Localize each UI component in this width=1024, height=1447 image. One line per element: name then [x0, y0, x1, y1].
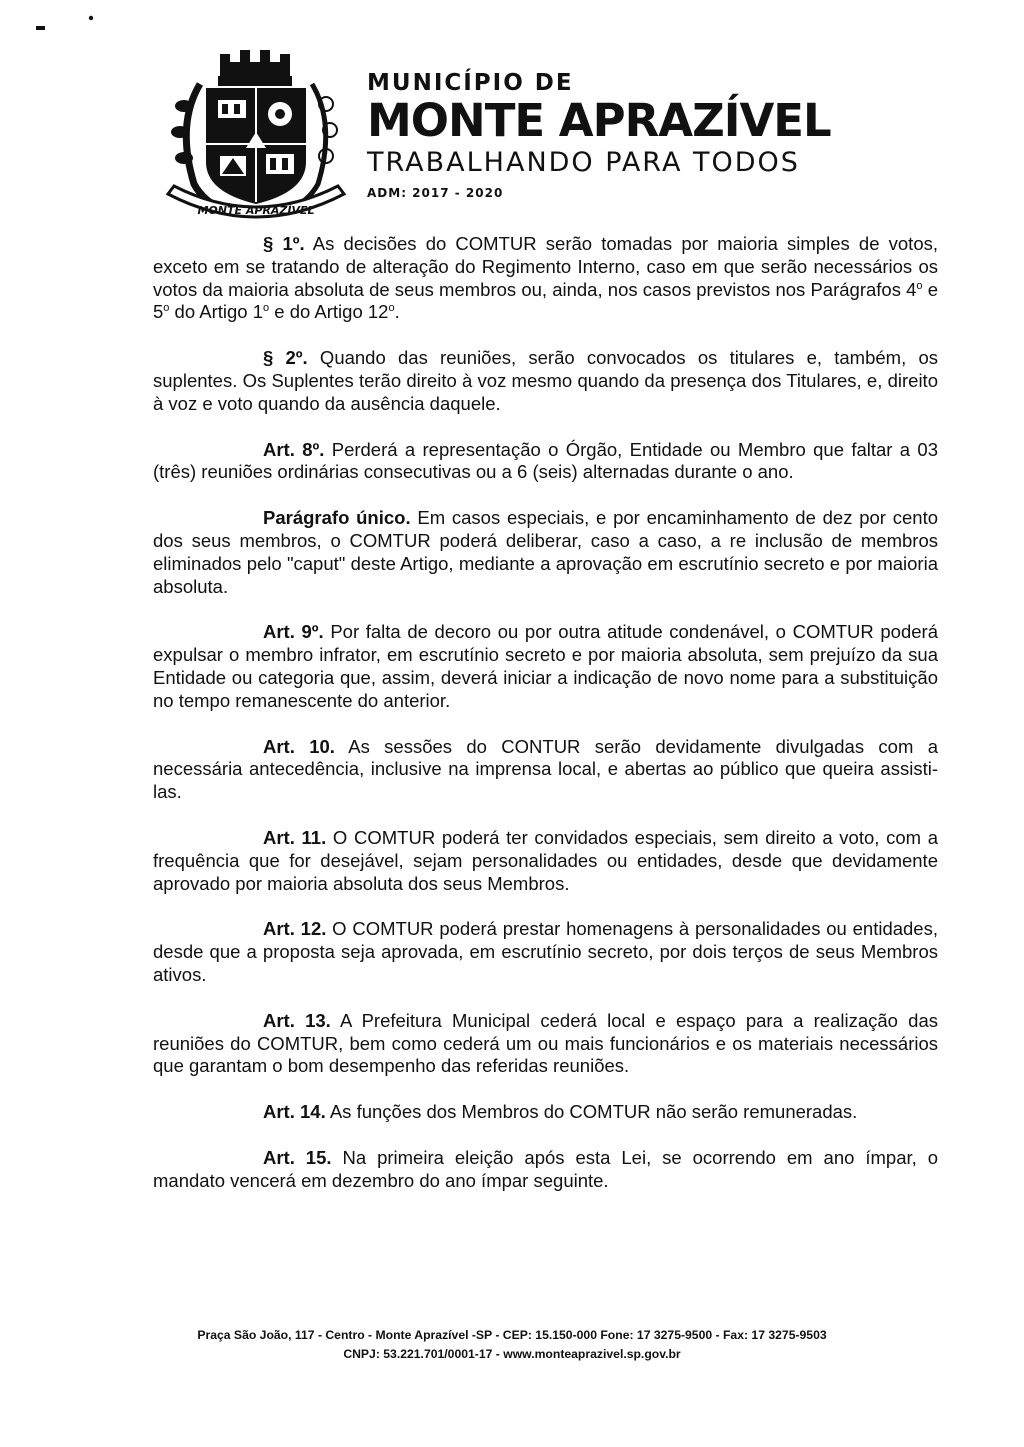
paragraph-lead: § 2º. — [263, 347, 308, 369]
paragraph-text: O COMTUR poderá prestar homenagens à personalidades ou entidades, desde que a proposta seja aprovada, em escrutínio secreto, por dois terços de seus Membros ativos. — [153, 918, 938, 985]
paragraph-text: A Prefeitura Municipal cederá local e espaço para a realização das reuniões do COMTUR, bem como cederá um ou mais funcionários e os materiais necessários que garantam o bom desempenho das referidas reuniões. — [153, 1009, 939, 1077]
paragraph-lead: Art. 10. — [263, 735, 335, 757]
paragraph-text: do Artigo 1 — [169, 301, 264, 323]
paragraph-text: e 5 — [153, 278, 938, 323]
paragraph-text: . — [394, 301, 400, 323]
administration-period: ADM: 2017 - 2020 — [367, 186, 504, 200]
footer-address: Praça São João, 117 - Centro - Monte Aprazível -SP - CEP: 15.150-000 Fone: 17 3275-9500 - Fax: 17 3275-9503 — [197, 1328, 827, 1342]
article-9 — [153, 621, 938, 712]
superscript: o — [163, 302, 170, 315]
paragraph-lead: Art. 8º. — [263, 438, 325, 460]
page-footer — [0, 1326, 1024, 1364]
paragraph-text: Por falta de decoro ou por outra atitude condenável, o COMTUR poderá expulsar o membro infrator, em escrutínio secreto e por maioria absoluta, sem prejuízo da sua Entidade ou categoria que, assim, deverá iniciar a indicação de novo nome para a substituição no tempo remanescente do anterior. — [153, 621, 938, 711]
paragraph-2 — [153, 347, 938, 415]
paragraph-text: As sessões do CONTUR serão devidamente divulgadas com a necessária antecedência, inclusive na imprensa local, e abertas ao público que queira assisti-las. — [153, 735, 938, 803]
municipal-coat-of-arms-seal — [162, 44, 352, 224]
paragraph-text: As decisões do COMTUR serão tomadas por maioria simples de votos, exceto em se tratando de alteração do Regimento Interno, caso em que serão necessários os votos da maioria absoluta de seus membros ou, ainda, nos casos previstos nos Parágrafos 4 — [153, 233, 938, 300]
article-11 — [153, 827, 938, 895]
paragraph-text: Quando das reuniões, serão convocados os titulares e, também, os suplentes. Os Suplentes terão direito à voz mesmo quando da presença dos Titulares, e, direito à voz e voto quando da ausência daquele. — [153, 347, 938, 414]
document-body — [153, 233, 938, 1216]
superscript: o — [388, 302, 395, 315]
paragraph-text: Em casos especiais, e por encaminhamento de dez por cento dos seus membros, o COMTUR poderá deliberar, caso a caso, a re inclusão de membros eliminados pelo "caput" deste Artigo, mediante a aprovação em escrutínio secreto e por maioria absoluta. — [153, 507, 938, 597]
article-8 — [153, 439, 938, 485]
superscript: o — [916, 279, 923, 292]
paragraph-lead: Art. 9º. — [263, 621, 324, 643]
letterhead — [162, 44, 882, 224]
article-12 — [153, 918, 938, 986]
paragraph-lead: Art. 11. — [263, 826, 327, 848]
scan-specks — [0, 0, 140, 40]
letterhead-text — [367, 70, 831, 200]
footer-cnpj: CNPJ: 53.221.701/0001-17 - www.monteaprazivel.sp.gov.br — [343, 1347, 681, 1361]
article-13 — [153, 1010, 938, 1078]
paragraph-lead: Art. 12. — [263, 918, 327, 940]
paragraph-text: Perderá a representação o Órgão, Entidade ou Membro que faltar a 03 (três) reuniões ordinárias consecutivas ou a 6 (seis) alternadas durante o ano. — [153, 438, 938, 483]
paragraph-lead: § 1º. — [263, 233, 305, 254]
paragraph-lead: Art. 13. — [263, 1009, 331, 1031]
paragraph-text: O COMTUR poderá ter convidados especiais, sem direito a voto, com a frequência que for desejável, sejam personalidades ou entidades, desde que devidamente aprovado por maioria absoluta dos seus Membros. — [153, 826, 938, 894]
svg-text:MONTE APRAZÍVEL: MONTE APRAZÍVEL — [197, 204, 315, 217]
article-14 — [153, 1101, 938, 1124]
city-name: MONTE APRAZÍVEL — [367, 94, 831, 147]
paragraph-text: Na primeira eleição após esta Lei, se ocorrendo em ano ímpar, o mandato vencerá em dezembro do ano ímpar seguinte. — [153, 1146, 938, 1191]
slogan: TRABALHANDO PARA TODOS — [367, 147, 800, 178]
article-15 — [153, 1147, 938, 1193]
paragraph-text: e do Artigo 12 — [269, 301, 389, 323]
municipio-label: MUNICÍPIO DE — [367, 70, 574, 96]
paragraph-lead: Art. 15. — [263, 1146, 332, 1168]
paragraph-1 — [153, 233, 938, 324]
superscript: o — [263, 302, 270, 315]
paragraph-text: As funções dos Membros do COMTUR não serão remuneradas. — [325, 1101, 858, 1123]
paragrafo-unico — [153, 507, 938, 598]
article-10 — [153, 736, 938, 804]
paragraph-lead: Art. 14. — [263, 1101, 326, 1123]
paragraph-lead: Parágrafo único. — [263, 507, 411, 529]
